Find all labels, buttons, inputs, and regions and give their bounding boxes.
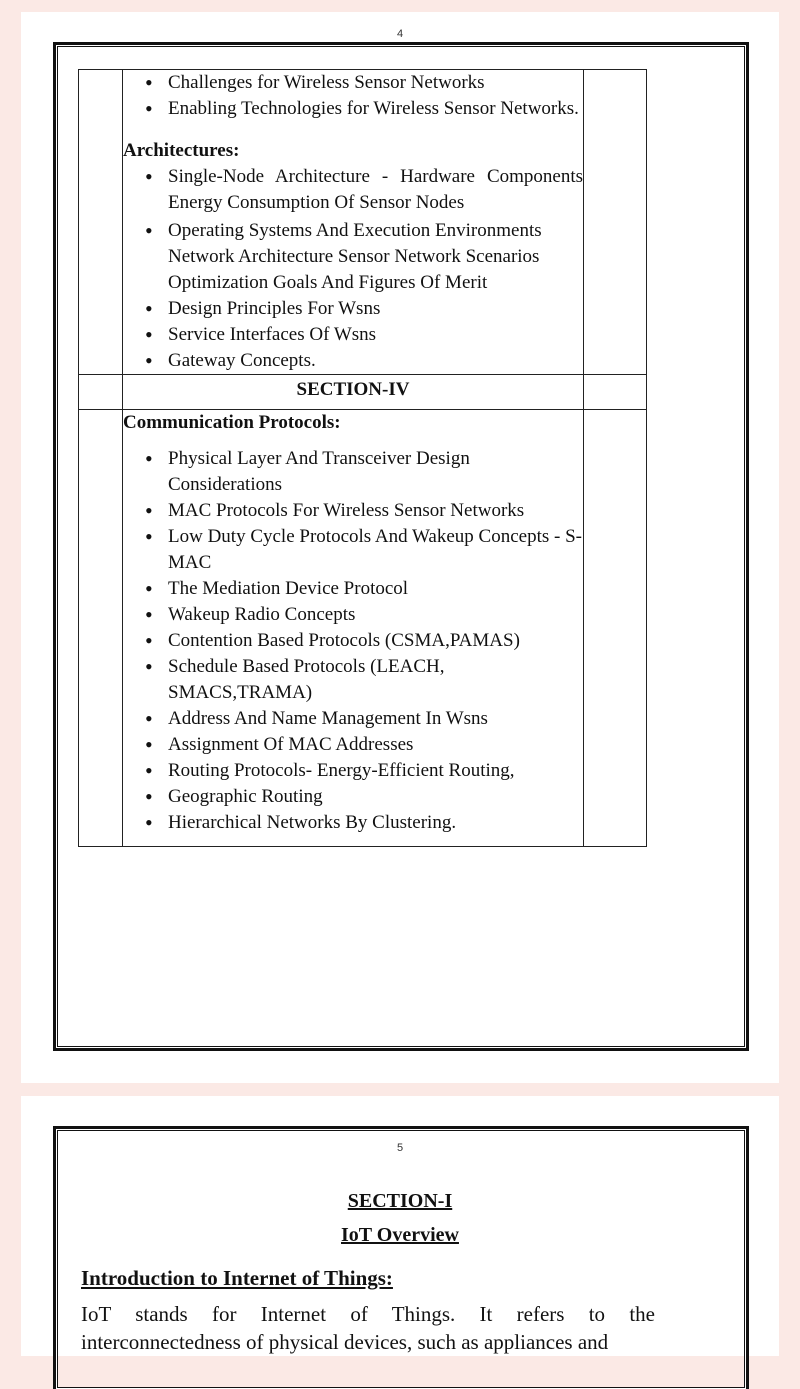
page-number: 5 (396, 1142, 404, 1154)
paragraph-line: IoT stands for Internet of Things. It refers to the (81, 1302, 655, 1326)
list-item: • Challenges for Wireless Sensor Networks (145, 70, 583, 96)
section-subtitle: IoT Overview (341, 1224, 459, 1246)
list-item: • Wakeup Radio Concepts (145, 602, 583, 628)
list-item: • Contention Based Protocols (CSMA,PAMAS) (145, 628, 583, 654)
bullet-list (123, 164, 583, 374)
architectures-heading: Architectures: (123, 140, 240, 161)
bullet-list (123, 70, 583, 122)
list-item: • Gateway Concepts. (145, 348, 583, 374)
table-cell-right (584, 70, 647, 375)
communication-protocols-heading: Communication Protocols: (123, 412, 341, 433)
syllabus-table (78, 69, 647, 847)
list-item: • Low Duty Cycle Protocols And Wakeup Concepts - S-MAC (145, 524, 583, 576)
list-item: • Physical Layer And Transceiver Design Considerations (145, 446, 583, 498)
table-row (79, 70, 647, 375)
list-item: • Design Principles For Wsns (145, 296, 583, 322)
table-cell-left (79, 375, 123, 410)
list-item: • Hierarchical Networks By Clustering. (145, 810, 583, 836)
table-cell-content (123, 410, 584, 847)
list-item: • Geographic Routing (145, 784, 583, 810)
list-item: • Service Interfaces Of Wsns (145, 322, 583, 348)
list-item: • Address And Name Management In Wsns (145, 706, 583, 732)
table-cell-right (584, 375, 647, 410)
paragraph-line: interconnectedness of physical devices, such as appliances and (81, 1330, 609, 1354)
table-cell-content (123, 70, 584, 375)
list-item: • The Mediation Device Protocol (145, 576, 583, 602)
table-cell-left (79, 410, 123, 847)
intro-heading: Introduction to Internet of Things: (81, 1266, 393, 1290)
table-row (79, 410, 647, 847)
bullet-list (123, 446, 583, 836)
page-4 (21, 12, 779, 1083)
list-item: • Routing Protocols- Energy-Efficient Routing, (145, 758, 583, 784)
page-5 (21, 1096, 779, 1356)
list-item: • Assignment Of MAC Addresses (145, 732, 583, 758)
table-row (79, 375, 647, 410)
list-item: • Enabling Technologies for Wireless Sensor Networks. (145, 96, 583, 122)
page-number: 4 (396, 28, 404, 40)
table-cell-right (584, 410, 647, 847)
list-item: • MAC Protocols For Wireless Sensor Networks (145, 498, 583, 524)
table-cell-left (79, 70, 123, 375)
list-item: • Single-Node Architecture - Hardware Components Energy Consumption Of Sensor Nodes (145, 164, 583, 216)
section-title: SECTION-I (347, 1190, 453, 1212)
list-item: • Operating Systems And Execution Environments Network Architecture Sensor Network Scenarios Optimization Goals And Figures Of Merit (145, 218, 583, 296)
section-label: SECTION-IV (123, 375, 584, 410)
list-item: • Schedule Based Protocols (LEACH, SMACS,TRAMA) (145, 654, 583, 706)
